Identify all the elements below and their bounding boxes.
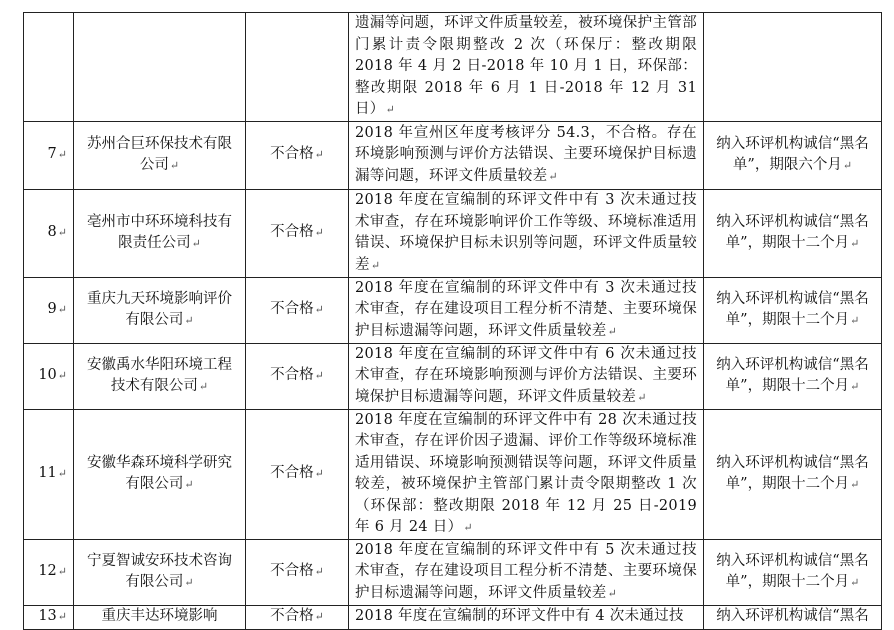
paragraph-mark-icon: ↵ <box>463 521 473 534</box>
paragraph-mark-icon: ↵ <box>314 610 324 624</box>
paragraph-mark-icon: ↵ <box>850 576 860 589</box>
paragraph-mark-icon: ↵ <box>314 565 324 579</box>
result-cell: 不合格↵ <box>246 409 349 539</box>
paragraph-mark-icon: ↵ <box>314 226 324 240</box>
issue-description: 2018 年度在宣编制的环评文件中有 5 次未通过技术审查，存在建设项目工程分析不清楚、主要环境保护目标遗漏等问题，环评文件质量较差↵ <box>349 539 704 605</box>
company-name: 苏州合巨环保技术有限公司↵ <box>74 121 246 189</box>
paragraph-mark-icon: ↵ <box>637 390 647 404</box>
company-name: 宁夏智诚安环技术咨询有限公司↵ <box>74 539 246 605</box>
penalty-cell: 纳入环评机构诚信“黑名单”，期限十二个月↵ <box>704 343 882 409</box>
table-row <box>24 277 882 343</box>
paragraph-mark-icon: ↵ <box>184 314 194 327</box>
issue-description: 2018 年宣州区年度考核评分 54.3，不合格。存在环境影响预测与评价方法错误、主要环境保护目标遗漏等问题，环评文件质量较差↵ <box>349 121 704 189</box>
paragraph-mark-icon: ↵ <box>314 369 324 383</box>
paragraph-mark-icon: ↵ <box>57 369 67 383</box>
row-number: 10↵ <box>24 343 74 409</box>
penalty-cell: 纳入环评机构诚信“黑名单”，期限十二个月↵ <box>704 539 882 605</box>
table-row <box>24 539 882 605</box>
penalty-cell: 纳入环评机构诚信“黑名单”，期限十二个月↵ <box>704 277 882 343</box>
company-name: 安徽禹水华阳环境工程技术有限公司↵ <box>74 343 246 409</box>
paragraph-mark-icon: ↵ <box>370 258 381 272</box>
issue-description: 2018 年度在宣编制的环评文件中有 6 次未通过技术审查，存在环境影响预测与评价方法错误、主要环境保护目标遗漏等问题，环评文件质量较差↵ <box>349 343 704 409</box>
paragraph-mark-icon: ↵ <box>191 237 201 250</box>
paragraph-mark-icon: ↵ <box>57 565 67 579</box>
penalty-cell: 纳入环评机构诚信“黑名 <box>704 605 882 629</box>
issue-description: 2018 年度在宣编制的环评文件中有 3 次未通过技术审查，存在环境影响评价工作等级、环境标准适用错误、环境保护目标未识别等问题，环评文件质量较差↵ <box>349 189 704 277</box>
penalty-cell: 纳入环评机构诚信“黑名单”，期限六个月↵ <box>704 121 882 189</box>
paragraph-mark-icon: ↵ <box>57 226 67 240</box>
row-number <box>24 13 74 122</box>
result-cell: 不合格↵ <box>246 189 349 277</box>
company-name: 重庆九天环境影响评价有限公司↵ <box>74 277 246 343</box>
issue-description: 遗漏等问题，环评文件质量较差，被环境保护主管部门累计责令限期整改 2 次（环保厅：整改期限 2018 年 4 月 2 日-2018 年 10 月 1 日，环保部：整改期限 2018 年 6 月 1 日-2018 年 12 月 31 日）↵ <box>349 13 704 122</box>
paragraph-mark-icon: ↵ <box>184 576 194 589</box>
row-number: 13↵ <box>24 605 74 629</box>
result-cell: 不合格↵ <box>246 277 349 343</box>
paragraph-mark-icon: ↵ <box>607 324 618 338</box>
penalty-cell <box>704 13 882 122</box>
row-number: 12↵ <box>24 539 74 605</box>
company-name: 重庆丰达环境影响 <box>74 605 246 629</box>
paragraph-mark-icon: ↵ <box>57 467 67 481</box>
penalty-table <box>23 12 882 630</box>
table-row <box>24 343 882 409</box>
paragraph-mark-icon: ↵ <box>607 586 618 600</box>
row-number: 9↵ <box>24 277 74 343</box>
paragraph-mark-icon: ↵ <box>548 169 558 183</box>
paragraph-mark-icon: ↵ <box>385 103 396 116</box>
paragraph-mark-icon: ↵ <box>57 610 67 624</box>
penalty-cell: 纳入环评机构诚信“黑名单”，期限十二个月↵ <box>704 189 882 277</box>
row-number: 7↵ <box>24 121 74 189</box>
table-row <box>24 409 882 539</box>
paragraph-mark-icon: ↵ <box>842 159 853 172</box>
issue-description: 2018 年度在宣编制的环评文件中有 4 次未通过技 <box>349 605 704 629</box>
paragraph-mark-icon: ↵ <box>314 303 324 317</box>
table-row <box>24 189 882 277</box>
paragraph-mark-icon: ↵ <box>850 237 860 250</box>
paragraph-mark-icon: ↵ <box>850 314 860 327</box>
result-cell: 不合格↵ <box>246 121 349 189</box>
table-row <box>24 13 882 122</box>
result-cell: 不合格↵ <box>246 605 349 629</box>
paragraph-mark-icon: ↵ <box>198 380 209 393</box>
paragraph-mark-icon: ↵ <box>850 380 860 393</box>
row-number: 8↵ <box>24 189 74 277</box>
company-name: 安徽华森环境科学研究有限公司↵ <box>74 409 246 539</box>
paragraph-mark-icon: ↵ <box>169 159 180 172</box>
paragraph-mark-icon: ↵ <box>184 478 194 491</box>
table-row <box>24 121 882 189</box>
penalty-cell: 纳入环评机构诚信“黑名单”，期限十二个月↵ <box>704 409 882 539</box>
company-name <box>74 13 246 122</box>
paragraph-mark-icon: ↵ <box>57 148 67 162</box>
paragraph-mark-icon: ↵ <box>314 148 324 162</box>
result-cell: 不合格↵ <box>246 343 349 409</box>
result-cell <box>246 13 349 122</box>
row-number: 11↵ <box>24 409 74 539</box>
paragraph-mark-icon: ↵ <box>314 467 324 481</box>
paragraph-mark-icon: ↵ <box>850 478 860 491</box>
issue-description: 2018 年度在宣编制的环评文件中有 28 次未通过技术审查，存在评价因子遗漏、评价工作等级环境标准适用错误、环境影响预测错误等问题，环评文件质量较差，被环境保护主管部门累计责令限期整改 1 次（环保部：整改期限 2018 年 12 月 25 日-2019 年 6 月 24 日）↵ <box>349 409 704 539</box>
issue-description: 2018 年度在宣编制的环评文件中有 3 次未通过技术审查，存在建设项目工程分析不清楚、主要环境保护目标遗漏等问题，环评文件质量较差↵ <box>349 277 704 343</box>
paragraph-mark-icon: ↵ <box>57 303 67 317</box>
result-cell: 不合格↵ <box>246 539 349 605</box>
table-row <box>24 605 882 629</box>
company-name: 亳州市中环环境科技有限责任公司↵ <box>74 189 246 277</box>
